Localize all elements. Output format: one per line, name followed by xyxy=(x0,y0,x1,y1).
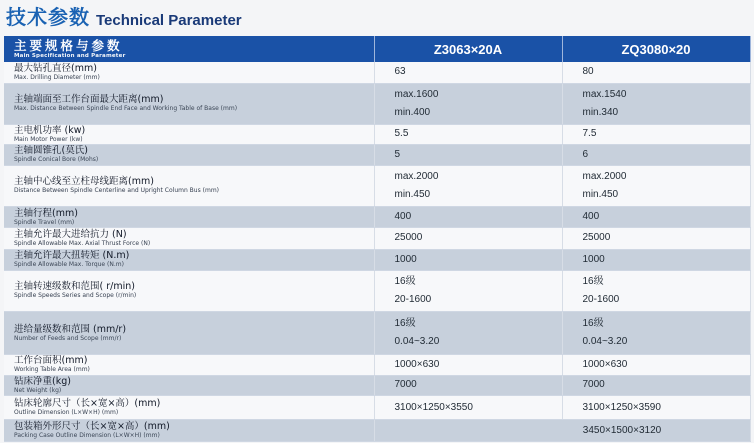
row-value-a-line: 25000 xyxy=(394,232,423,244)
row-label xyxy=(4,124,374,144)
page-title xyxy=(6,4,242,30)
row-value-b-line: 7.5 xyxy=(582,128,597,140)
row-label-cn: 主轴端面至工作台面最大距离(mm) xyxy=(14,94,164,106)
row-value-a xyxy=(374,83,562,124)
table-row xyxy=(4,375,750,395)
row-label xyxy=(4,227,374,249)
row-value-a xyxy=(374,355,562,375)
row-value-b-line: 7000 xyxy=(582,379,605,391)
row-value-a-line: 63 xyxy=(394,66,406,78)
row-value-b-line: 0.04~3.20 xyxy=(582,336,628,348)
table-row xyxy=(4,165,750,207)
row-value-a xyxy=(374,375,562,395)
row-value-b-line: 400 xyxy=(582,211,600,222)
table-row xyxy=(4,227,750,249)
row-label-en: Spindle Allowable Max. Axial Thrust Force (N) xyxy=(14,239,151,247)
row-label xyxy=(4,145,374,165)
row-value-a-line: 0.04~3.20 xyxy=(394,336,440,348)
table-row xyxy=(4,420,750,442)
row-value-a xyxy=(374,145,562,165)
row-value-a xyxy=(374,250,562,270)
table-row xyxy=(4,250,750,270)
row-label-en: Working Table Area (mm) xyxy=(14,366,90,374)
row-label-en: Max. Drilling Diameter (mm) xyxy=(14,73,100,81)
row-value-b xyxy=(562,62,750,83)
row-value-b-line: 1000×630 xyxy=(582,358,628,370)
row-label-cn: 包装箱外形尺寸（长×宽×高）(mm) xyxy=(14,421,170,433)
row-value-b-line: 20-1600 xyxy=(582,293,620,305)
row-value-a xyxy=(374,227,562,249)
header-label xyxy=(4,36,374,62)
row-value-b xyxy=(562,355,750,375)
row-label-cn: 主轴允许最大扭转矩 (N.m) xyxy=(14,250,130,262)
header-label-cn: 主要规格与参数 xyxy=(14,37,123,53)
row-label-cn: 钻床净重(kg) xyxy=(14,375,71,387)
row-value-b-line: max.2000 xyxy=(582,170,627,182)
row-label xyxy=(4,165,374,207)
row-label xyxy=(4,355,374,375)
row-label-en: Spindle Allowable Max. Torque (N.m) xyxy=(14,261,124,269)
page-title-en: Technical Parameter xyxy=(96,12,242,29)
row-value-a-line: 20-1600 xyxy=(394,293,432,305)
row-label-en: Spindle Speeds Series and Scope (r/min) xyxy=(14,292,137,300)
row-value-a xyxy=(374,395,562,419)
row-value-b-line: max.1540 xyxy=(582,88,627,100)
row-value-b-line: 6 xyxy=(582,148,589,160)
row-value-b xyxy=(562,227,750,249)
row-label-en: Spindle Travel (mm) xyxy=(14,218,75,226)
row-label xyxy=(4,83,374,124)
row-value-b-line: 1000 xyxy=(582,253,605,265)
row-label-en: Spindle Conical Bore (Mohs) xyxy=(14,156,99,164)
row-value-b-line: 25000 xyxy=(582,232,611,244)
row-value-a-line: 3100×1250×3550 xyxy=(394,401,473,413)
row-value-b-line: min.450 xyxy=(582,188,619,200)
table-row xyxy=(4,270,750,312)
row-value-a-line: 16级 xyxy=(394,275,416,287)
row-value-a-line: min.400 xyxy=(394,106,431,118)
row-label-en: Outline Dimension (L×W×H) (mm) xyxy=(14,409,119,417)
row-value-b-line: 3100×1250×3590 xyxy=(582,401,661,413)
row-label xyxy=(4,375,374,395)
table-row xyxy=(4,145,750,165)
row-value-a xyxy=(374,270,562,312)
row-label-en: Main Motor Power (kw) xyxy=(14,135,83,143)
row-label-en: Max. Distance Between Spindle End Face and Working Table of Base (mm) xyxy=(14,105,238,113)
row-value-b xyxy=(562,312,750,355)
row-value-a-line: max.2000 xyxy=(394,170,439,182)
row-label xyxy=(4,207,374,227)
row-value-b-line: 16级 xyxy=(582,275,604,287)
row-label-cn: 主轴圆锥孔(莫氏) xyxy=(14,145,88,157)
row-label-en: Number of Feeds and Scope (mm/r) xyxy=(14,334,122,342)
table-row xyxy=(4,62,750,83)
row-value-b xyxy=(562,124,750,144)
table-row xyxy=(4,207,750,227)
row-label xyxy=(4,270,374,312)
row-value-b xyxy=(562,375,750,395)
row-label-cn: 主轴转速级数和范围( r/min) xyxy=(14,281,135,293)
row-label xyxy=(4,312,374,355)
row-label-en: Net Weight (kg) xyxy=(14,386,62,394)
row-value-b xyxy=(562,165,750,207)
row-value-b xyxy=(562,83,750,124)
row-label-cn: 工作台面积(mm) xyxy=(14,355,88,367)
row-value-b xyxy=(562,395,750,419)
row-value-a-line: 7000 xyxy=(394,379,417,391)
row-value-a-line: 5 xyxy=(394,148,401,160)
row-value-a-line: 16级 xyxy=(394,318,416,330)
row-value-a-line: max.1600 xyxy=(394,88,439,100)
row-label-cn: 最大钻孔直径(mm) xyxy=(14,62,97,74)
row-label xyxy=(4,250,374,270)
row-value-merged: 3450×1500×3120 xyxy=(374,420,750,442)
row-value-b-line: 16级 xyxy=(582,318,604,330)
page-title-cn: 技术参数 xyxy=(6,5,90,29)
row-value-a-line: 1000×630 xyxy=(394,358,440,370)
row-label xyxy=(4,395,374,419)
row-value-a xyxy=(374,165,562,207)
row-label-en: Distance Between Spindle Centerline and Upright Column Bus (mm) xyxy=(14,187,220,195)
row-value-a-line: 400 xyxy=(394,211,412,222)
row-label-cn: 进给量级数和范围 (mm/r) xyxy=(14,323,127,335)
header-model-b: ZQ3080×20 xyxy=(562,36,750,62)
row-value-a-line: 5.5 xyxy=(394,128,409,140)
table-row xyxy=(4,355,750,375)
row-value-b xyxy=(562,270,750,312)
spec-table xyxy=(4,36,751,442)
row-value-a xyxy=(374,312,562,355)
row-value-a-line: 1000 xyxy=(394,253,417,265)
spec-table-header xyxy=(4,36,750,62)
table-row xyxy=(4,395,750,419)
row-value-a-line: min.450 xyxy=(394,188,431,200)
row-value-b xyxy=(562,207,750,227)
row-value-b xyxy=(562,145,750,165)
spec-table-body xyxy=(4,62,750,442)
row-label-en: Packing Case Outline Dimension (L×W×H) (mm) xyxy=(14,432,160,440)
row-value-a xyxy=(374,207,562,227)
table-row xyxy=(4,312,750,355)
row-label-cn: 主轴中心线至立柱母线距离(mm) xyxy=(14,176,154,188)
row-label-cn: 主轴允许最大进给抗力 (N) xyxy=(14,228,127,240)
table-row xyxy=(4,83,750,124)
row-value-b-line: min.340 xyxy=(582,106,619,118)
row-value-a xyxy=(374,62,562,83)
row-label xyxy=(4,420,374,442)
row-label-cn: 主电机功率 (kw) xyxy=(14,124,86,136)
row-value-b-line: 80 xyxy=(582,66,594,78)
header-label-en: Main Specification and Parameter xyxy=(14,52,126,59)
row-label xyxy=(4,62,374,83)
table-row xyxy=(4,124,750,144)
row-value-b xyxy=(562,250,750,270)
header-model-a: Z3063×20A xyxy=(374,36,562,62)
row-label-cn: 主轴行程(mm) xyxy=(14,207,78,219)
row-label-cn: 钻床轮廓尺寸（长×宽×高）(mm) xyxy=(14,398,161,410)
row-value-a xyxy=(374,124,562,144)
